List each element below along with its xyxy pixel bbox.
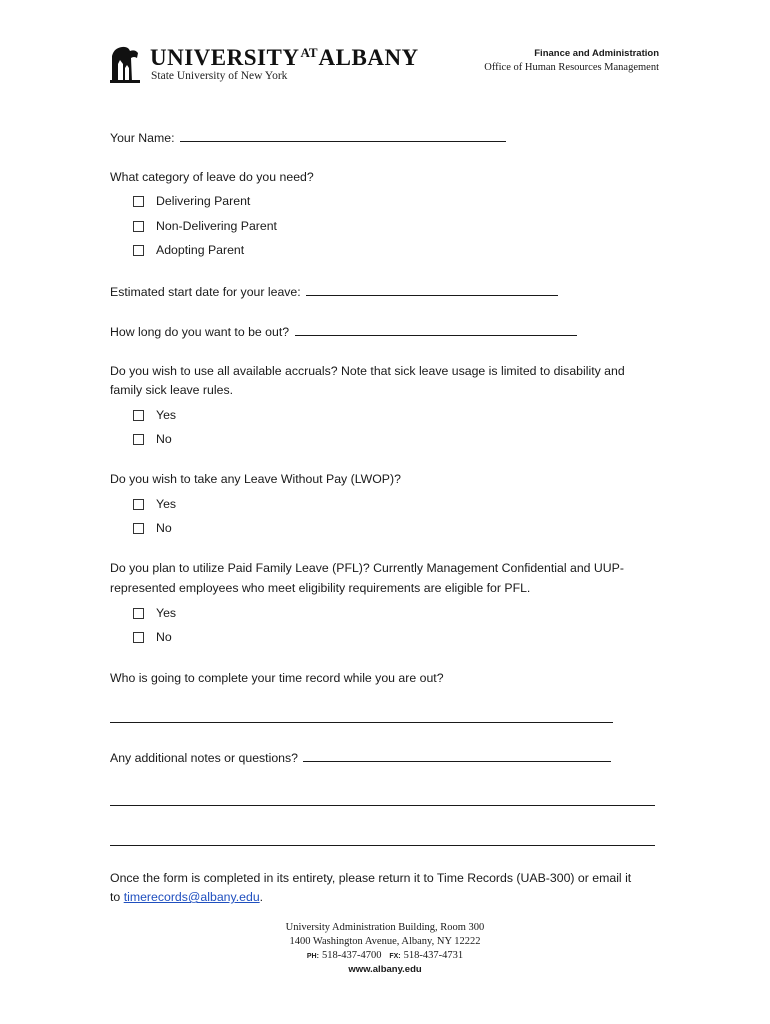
time-record-question: Who is going to complete your time record while you are out? bbox=[110, 671, 444, 685]
accruals-question-line2: family sick leave rules. bbox=[110, 383, 234, 397]
footer-contact bbox=[0, 949, 770, 964]
phone-number: 518-437-4700 bbox=[321, 950, 382, 961]
checkbox[interactable] bbox=[133, 410, 144, 421]
time-record-input-line[interactable] bbox=[110, 722, 613, 723]
start-date-row bbox=[110, 283, 558, 300]
checkbox[interactable] bbox=[133, 608, 144, 619]
checkbox[interactable] bbox=[133, 632, 144, 643]
website-text: www.albany.edu bbox=[348, 964, 422, 975]
accruals-question-line1: Do you wish to use all available accruals? Note that sick leave usage is limited to disability and bbox=[110, 364, 625, 378]
category-option-non-delivering[interactable]: Non-Delivering Parent bbox=[133, 218, 277, 234]
category-option-adopting[interactable]: Adopting Parent bbox=[133, 242, 244, 258]
pfl-option-no[interactable]: No bbox=[133, 629, 172, 645]
lwop-option-no[interactable]: No bbox=[133, 520, 172, 536]
university-logo-wordmark: $UNIVERSITY^{AT}ALBANY$ bbox=[150, 45, 419, 70]
duration-row bbox=[110, 323, 577, 340]
name-label: Your Name: bbox=[110, 131, 175, 145]
checkbox[interactable] bbox=[133, 196, 144, 207]
fax-label: FX: bbox=[389, 953, 401, 960]
duration-label: How long do you want to be out? bbox=[110, 325, 290, 339]
department-block bbox=[484, 47, 659, 76]
checkbox[interactable] bbox=[133, 499, 144, 510]
accruals-option-yes[interactable]: Yes bbox=[133, 407, 176, 423]
start-date-input-line[interactable] bbox=[306, 283, 558, 296]
name-field-row bbox=[110, 129, 506, 146]
university-seal-icon bbox=[108, 44, 142, 84]
start-date-label: Estimated start date for your leave: bbox=[110, 285, 301, 299]
checkbox[interactable] bbox=[133, 221, 144, 232]
notes-input-line-2[interactable] bbox=[110, 805, 655, 806]
checkbox[interactable] bbox=[133, 434, 144, 445]
footer-website bbox=[0, 963, 770, 977]
lwop-question: Do you wish to take any Leave Without Pay (LWOP)? bbox=[110, 472, 401, 486]
department-name: Finance and Administration bbox=[534, 48, 659, 59]
footer-address-line2: 1400 Washington Avenue, Albany, NY 12222 bbox=[289, 936, 481, 947]
notes-row bbox=[110, 749, 611, 766]
name-input-line[interactable] bbox=[180, 129, 506, 142]
checkbox[interactable] bbox=[133, 245, 144, 256]
office-name: Office of Human Resources Management bbox=[484, 62, 659, 73]
lwop-option-yes[interactable]: Yes bbox=[133, 496, 176, 512]
pfl-option-yes[interactable]: Yes bbox=[133, 605, 176, 621]
notes-input-line[interactable] bbox=[303, 749, 611, 762]
logo-subtitle: State University of New York bbox=[151, 70, 288, 82]
return-instructions-line2: to timerecords@albany.edu. bbox=[110, 890, 264, 904]
pfl-question-line2: represented employees who meet eligibility requirements are eligible for PFL. bbox=[110, 581, 531, 595]
category-question: What category of leave do you need? bbox=[110, 170, 314, 184]
return-instructions-line1: Once the form is completed in its entirety, please return it to Time Records (UAB-300) or email it bbox=[110, 871, 632, 885]
footer-address-line1: University Administration Building, Room 300 bbox=[285, 922, 485, 933]
accruals-option-no[interactable]: No bbox=[133, 431, 172, 447]
category-option-delivering[interactable]: Delivering Parent bbox=[133, 193, 250, 209]
pfl-question-line1: Do you plan to utilize Paid Family Leave (PFL)? Currently Management Confidential and UUP- bbox=[110, 561, 624, 575]
email-link[interactable]: timerecords@albany.edu bbox=[123, 890, 260, 904]
checkbox[interactable] bbox=[133, 523, 144, 534]
notes-input-line-3[interactable] bbox=[110, 845, 655, 846]
notes-label: Any additional notes or questions? bbox=[110, 751, 298, 765]
phone-label: PH: bbox=[306, 953, 319, 960]
duration-input-line[interactable] bbox=[295, 323, 577, 336]
fax-number: 518-437-4731 bbox=[403, 950, 464, 961]
